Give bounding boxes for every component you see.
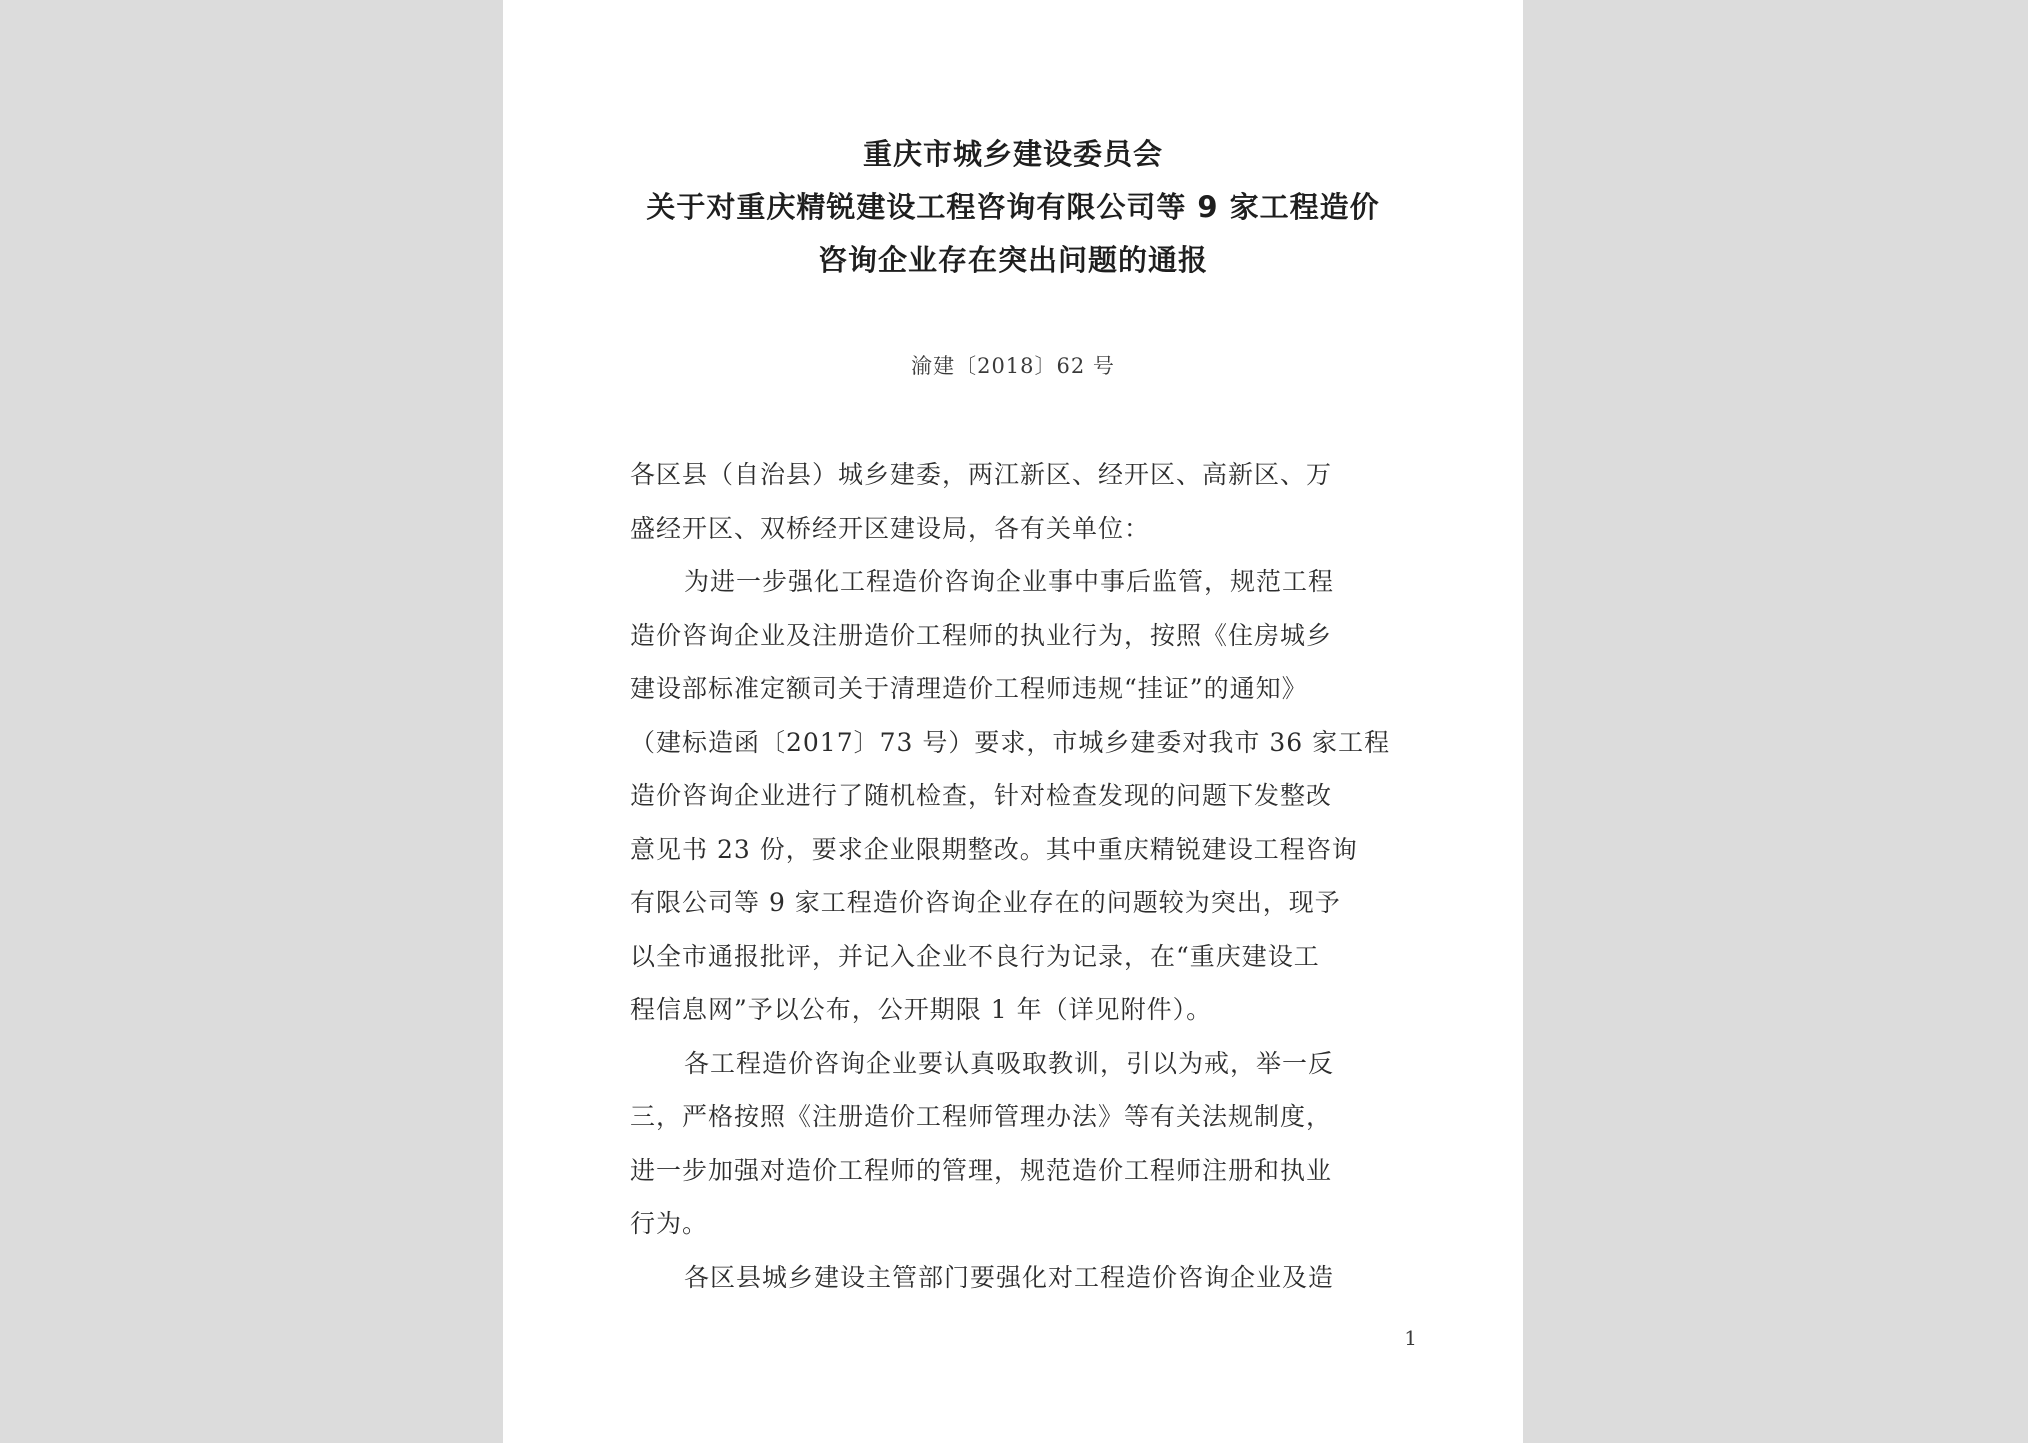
paragraph-line: 以全市通报批评，并记入企业不良行为记录，在“重庆建设工 — [630, 941, 1320, 971]
document-page — [503, 0, 1523, 1443]
paragraph-line: 行为。 — [630, 1209, 709, 1238]
title-line-subject: 关于对重庆精锐建设工程咨询有限公司等 9 家工程造价 — [646, 190, 1380, 224]
paragraph-line: 造价咨询企业及注册造价工程师的执业行为，按照《住房城乡 — [630, 620, 1333, 650]
page-number: 1 — [1404, 1326, 1417, 1350]
paragraph-line: 有限公司等 9 家工程造价咨询企业存在的问题较为突出，现予 — [630, 888, 1341, 917]
addressee-line: 各区县（自治县）城乡建委，两江新区、经开区、高新区、万 — [630, 460, 1333, 489]
document-body — [630, 448, 1400, 1304]
paragraph-line: 各工程造价咨询企业要认真吸取教训，引以为戒，举一反 — [684, 1048, 1335, 1078]
paragraph-line: 意见书 23 份，要求企业限期整改。其中重庆精锐建设工程咨询 — [630, 834, 1358, 864]
paragraph-line: 各区县城乡建设主管部门要强化对工程造价咨询企业及造 — [684, 1262, 1335, 1292]
document-number: 渝建〔2018〕62 号 — [911, 354, 1115, 378]
title-line-issuer: 重庆市城乡建设委员会 — [862, 137, 1163, 171]
addressee-line: 盛经开区、双桥经开区建设局，各有关单位： — [630, 513, 1151, 543]
paragraph-line: 程信息网”予以公布，公开期限 1 年（详见附件）。 — [630, 995, 1213, 1024]
paragraph-line: 三，严格按照《注册造价工程师管理办法》等有关法规制度， — [630, 1102, 1333, 1131]
paragraph-line: 进一步加强对造价工程师的管理，规范造价工程师注册和执业 — [630, 1155, 1333, 1185]
paragraph-line: （建标造函〔2017〕73 号）要求，市城乡建委对我市 36 家工程 — [630, 727, 1391, 757]
document-title — [503, 128, 1523, 287]
title-line-subject-cont: 咨询企业存在突出问题的通报 — [817, 243, 1208, 277]
paragraph-line: 造价咨询企业进行了随机检查，针对检查发现的问题下发整改 — [630, 781, 1333, 810]
paragraph-line: 为进一步强化工程造价咨询企业事中事后监管，规范工程 — [684, 567, 1335, 596]
paragraph-line: 建设部标准定额司关于清理造价工程师违规“挂证”的通知》 — [630, 674, 1308, 703]
